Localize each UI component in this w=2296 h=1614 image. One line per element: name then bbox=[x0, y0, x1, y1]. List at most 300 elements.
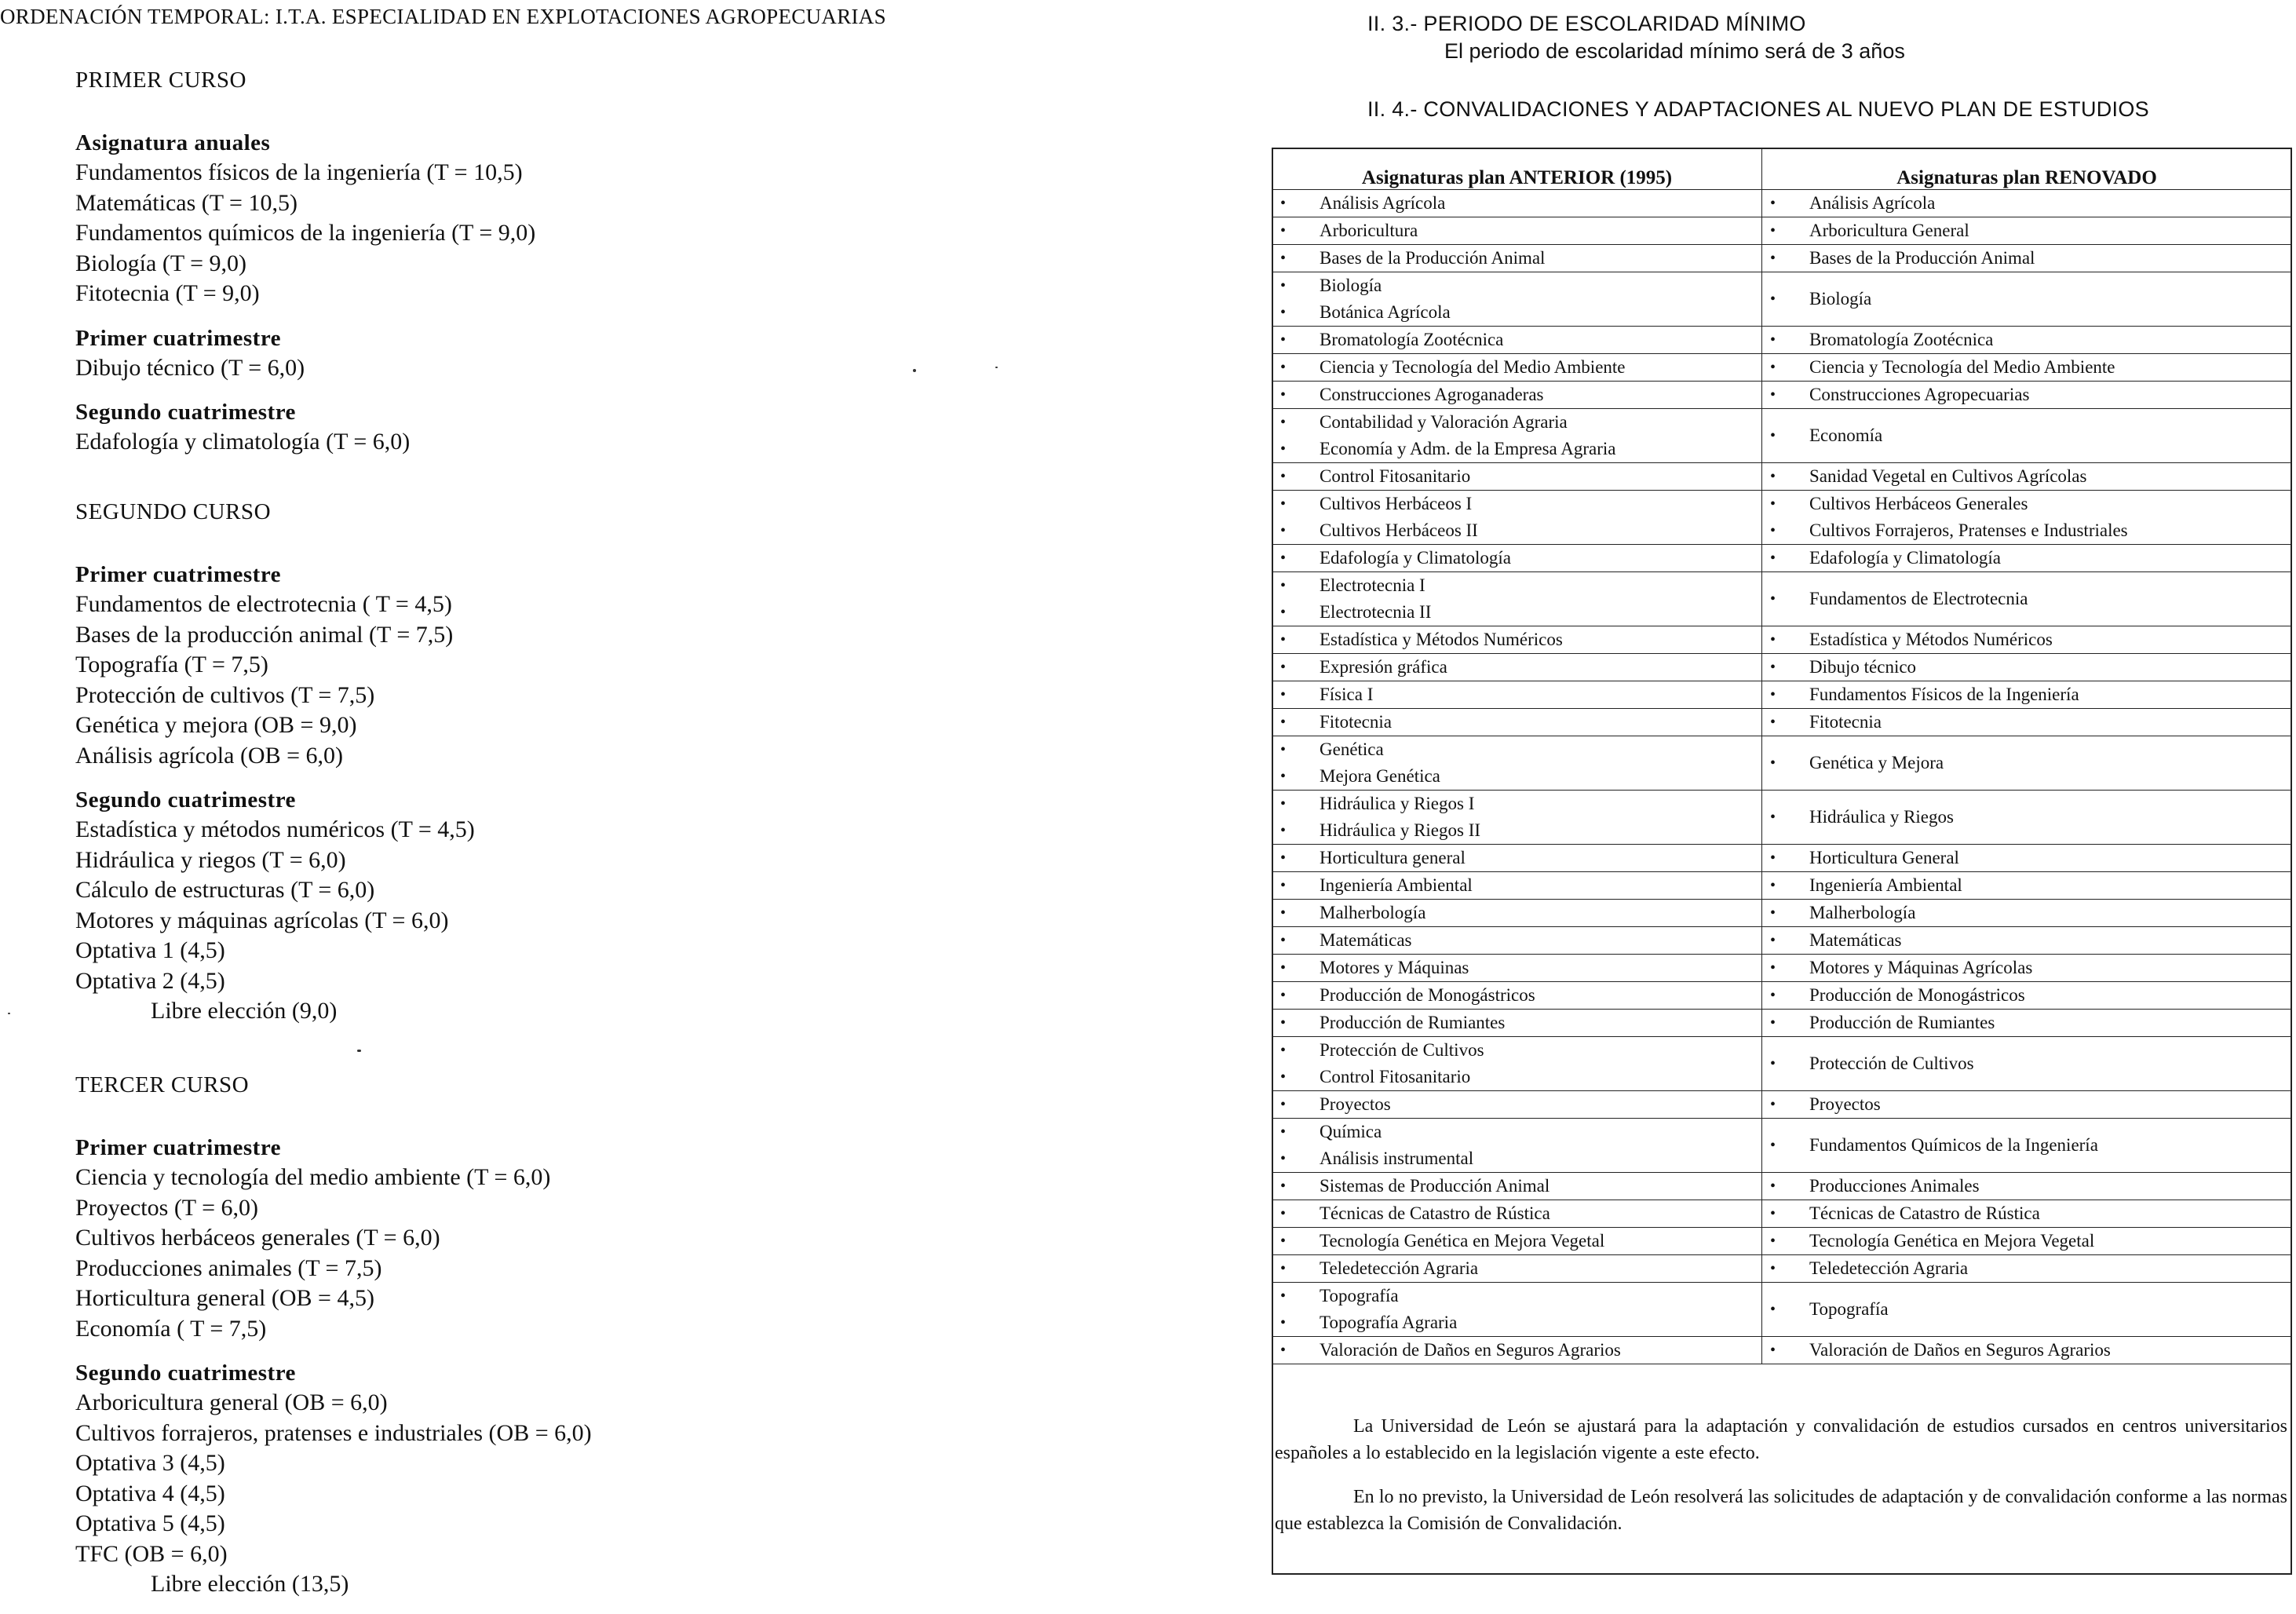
table-row bbox=[1272, 845, 2292, 872]
table-row bbox=[1272, 1255, 2292, 1283]
old-subject-cell bbox=[1272, 491, 1762, 545]
bullet-icon: • bbox=[1770, 590, 1776, 608]
new-subject-cell bbox=[1762, 845, 2292, 872]
subject-item: Edafología y climatología (T = 6,0) bbox=[75, 429, 411, 455]
subject-name: Horticultura General bbox=[1809, 848, 1959, 867]
subject-item: Biología (T = 9,0) bbox=[75, 250, 247, 276]
subject-item: Optativa 4 (4,5) bbox=[75, 1480, 225, 1506]
table-row bbox=[1272, 1010, 2292, 1037]
new-subject-cell bbox=[1762, 217, 2292, 245]
old-subject-cell bbox=[1272, 1337, 1762, 1364]
table-row bbox=[1272, 681, 2292, 709]
new-subject-cell bbox=[1762, 1091, 2292, 1119]
new-subject-cell bbox=[1762, 1200, 2292, 1228]
table-row bbox=[1272, 272, 2292, 327]
old-subject-cell bbox=[1272, 1119, 1762, 1173]
old-subject-cell bbox=[1272, 982, 1762, 1010]
subject-name: Biología bbox=[1809, 289, 1872, 309]
subject-line bbox=[1277, 626, 1757, 653]
subject-name: Protección de Cultivos bbox=[1320, 1040, 1484, 1060]
subject-line bbox=[1767, 1050, 2287, 1077]
old-subject-cell bbox=[1272, 409, 1762, 463]
subject-line bbox=[1277, 955, 1757, 981]
old-subject-cell bbox=[1272, 1228, 1762, 1255]
subject-name: Genética bbox=[1320, 739, 1384, 759]
course-heading: TERCER CURSO bbox=[75, 1072, 250, 1097]
semester-heading: Segundo cuatrimestre bbox=[75, 400, 296, 425]
subject-line bbox=[1277, 190, 1757, 217]
table-row bbox=[1272, 626, 2292, 654]
subject-line bbox=[1767, 1132, 2287, 1159]
old-subject-cell bbox=[1272, 1200, 1762, 1228]
old-subject-cell bbox=[1272, 354, 1762, 382]
bullet-icon: • bbox=[1280, 904, 1287, 922]
right-page bbox=[1256, 0, 2296, 1602]
bullet-icon: • bbox=[1280, 331, 1287, 349]
bullet-icon: • bbox=[1770, 550, 1776, 567]
bullet-icon: • bbox=[1770, 659, 1776, 676]
subject-name: Control Fitosanitario bbox=[1320, 1067, 1471, 1086]
bullet-icon: • bbox=[1770, 1055, 1776, 1072]
bullet-icon: • bbox=[1770, 631, 1776, 648]
old-subject-cell bbox=[1272, 382, 1762, 409]
subject-line bbox=[1277, 245, 1757, 272]
bullet-icon: • bbox=[1770, 1342, 1776, 1359]
table-row bbox=[1272, 736, 2292, 791]
bullet-icon: • bbox=[1770, 1137, 1776, 1154]
subject-item: Fundamentos de electrotecnia ( T = 4,5) bbox=[75, 591, 452, 617]
section-3-title: II. 3.- PERIODO DE ESCOLARIDAD MÍNIMO bbox=[1367, 12, 1806, 35]
subject-line bbox=[1767, 354, 2287, 381]
subject-line bbox=[1767, 327, 2287, 353]
subject-line bbox=[1277, 1255, 1757, 1282]
old-subject-cell bbox=[1272, 681, 1762, 709]
bullet-icon: • bbox=[1280, 250, 1287, 267]
new-subject-cell bbox=[1762, 1283, 2292, 1337]
new-subject-cell bbox=[1762, 872, 2292, 900]
semester-group bbox=[75, 1133, 592, 1344]
subject-line bbox=[1277, 272, 1757, 299]
subject-line bbox=[1277, 982, 1757, 1009]
subject-line bbox=[1767, 1091, 2287, 1118]
old-subject-cell bbox=[1272, 1091, 1762, 1119]
bullet-icon: • bbox=[1280, 577, 1287, 594]
bullet-icon: • bbox=[1770, 1232, 1776, 1250]
bullet-icon: • bbox=[1770, 522, 1776, 539]
bullet-icon: • bbox=[1770, 1014, 1776, 1032]
subject-line bbox=[1277, 436, 1757, 462]
bullet-icon: • bbox=[1770, 877, 1776, 894]
old-subject-cell bbox=[1272, 1255, 1762, 1283]
subject-item: Cálculo de estructuras (T = 6,0) bbox=[75, 877, 375, 903]
old-subject-cell bbox=[1272, 1283, 1762, 1337]
subject-name: Bromatología Zootécnica bbox=[1809, 330, 1994, 349]
subject-name: Horticultura general bbox=[1320, 848, 1466, 867]
old-subject-cell bbox=[1272, 1037, 1762, 1091]
new-subject-cell bbox=[1762, 709, 2292, 736]
bullet-icon: • bbox=[1280, 741, 1287, 758]
table-row bbox=[1272, 1119, 2292, 1173]
new-subject-cell bbox=[1762, 736, 2292, 791]
bullet-icon: • bbox=[1280, 686, 1287, 703]
bullet-icon: • bbox=[1280, 304, 1287, 321]
table-row bbox=[1272, 354, 2292, 382]
subject-name: Cultivos Herbáceos II bbox=[1320, 520, 1478, 540]
column-header-new: Asignaturas plan RENOVADO bbox=[1762, 148, 2292, 190]
bullet-icon: • bbox=[1280, 522, 1287, 539]
subject-name: Contabilidad y Valoración Agraria bbox=[1320, 412, 1568, 432]
bullet-icon: • bbox=[1770, 359, 1776, 376]
subject-item: Topografía (T = 7,5) bbox=[75, 652, 268, 677]
subject-name: Bases de la Producción Animal bbox=[1320, 248, 1546, 268]
subject-name: Dibujo técnico bbox=[1809, 657, 1917, 677]
subject-name: Bases de la Producción Animal bbox=[1809, 248, 2035, 268]
old-subject-cell bbox=[1272, 217, 1762, 245]
new-subject-cell bbox=[1762, 681, 2292, 709]
old-subject-cell bbox=[1272, 845, 1762, 872]
subject-line bbox=[1767, 1010, 2287, 1036]
subject-line bbox=[1767, 190, 2287, 217]
free-choice-item: Libre elección (9,0) bbox=[151, 998, 338, 1024]
table-row bbox=[1272, 245, 2292, 272]
old-subject-cell bbox=[1272, 955, 1762, 982]
bullet-icon: • bbox=[1280, 277, 1287, 294]
subject-name: Tecnología Genética en Mejora Vegetal bbox=[1809, 1231, 2095, 1251]
subject-item: Estadística y métodos numéricos (T = 4,5) bbox=[75, 816, 475, 842]
subject-line bbox=[1277, 572, 1757, 599]
column-header-old: Asignaturas plan ANTERIOR (1995) bbox=[1272, 148, 1762, 190]
bullet-icon: • bbox=[1770, 1260, 1776, 1277]
new-subject-cell bbox=[1762, 1173, 2292, 1200]
subject-name: Cultivos Herbáceos I bbox=[1320, 494, 1473, 513]
bullet-icon: • bbox=[1280, 631, 1287, 648]
subject-name: Técnicas de Catastro de Rústica bbox=[1809, 1203, 2040, 1223]
subject-item: Fundamentos físicos de la ingeniería (T = 10,5) bbox=[75, 159, 523, 185]
subject-name: Fitotecnia bbox=[1320, 712, 1392, 732]
subject-name: Teledetección Agraria bbox=[1320, 1258, 1479, 1278]
table-row bbox=[1272, 1037, 2292, 1091]
subject-line bbox=[1277, 763, 1757, 790]
subject-line bbox=[1767, 955, 2287, 981]
subject-line bbox=[1277, 1337, 1757, 1364]
subject-name: Ingeniería Ambiental bbox=[1809, 875, 1962, 895]
subject-name: Proyectos bbox=[1320, 1094, 1391, 1114]
subject-line bbox=[1277, 545, 1757, 571]
bullet-icon: • bbox=[1280, 1123, 1287, 1141]
bullet-icon: • bbox=[1280, 1178, 1287, 1195]
bullet-icon: • bbox=[1280, 822, 1287, 839]
bullet-icon: • bbox=[1770, 714, 1776, 731]
bullet-icon: • bbox=[1280, 1260, 1287, 1277]
old-subject-cell bbox=[1272, 626, 1762, 654]
subject-name: Edafología y Climatología bbox=[1320, 548, 1512, 568]
subject-item: Hidráulica y riegos (T = 6,0) bbox=[75, 846, 346, 873]
scan-speck bbox=[913, 369, 916, 372]
bullet-icon: • bbox=[1770, 1178, 1776, 1195]
new-subject-cell bbox=[1762, 572, 2292, 626]
bullet-icon: • bbox=[1770, 427, 1776, 444]
subject-line bbox=[1277, 900, 1757, 926]
bullet-icon: • bbox=[1280, 195, 1287, 212]
subject-name: Sanidad Vegetal en Cultivos Agrícolas bbox=[1809, 466, 2087, 486]
section-4-title: II. 4.- CONVALIDACIONES Y ADAPTACIONES AL NUEVO PLAN DE ESTUDIOS bbox=[1367, 97, 2149, 121]
table-body bbox=[1272, 190, 2292, 1364]
table-row bbox=[1272, 409, 2292, 463]
subject-line bbox=[1277, 599, 1757, 626]
subject-line bbox=[1277, 1200, 1757, 1227]
subject-name: Biología bbox=[1320, 276, 1382, 295]
semester-heading: Primer cuatrimestre bbox=[75, 325, 282, 351]
new-subject-cell bbox=[1762, 409, 2292, 463]
subject-line bbox=[1277, 217, 1757, 244]
semester-heading: Segundo cuatrimestre bbox=[75, 787, 296, 812]
table-row bbox=[1272, 872, 2292, 900]
bullet-icon: • bbox=[1280, 222, 1287, 239]
bullet-icon: • bbox=[1280, 468, 1287, 485]
new-subject-cell bbox=[1762, 190, 2292, 217]
subject-name: Ciencia y Tecnología del Medio Ambiente bbox=[1320, 357, 1626, 377]
section-3-text: El periodo de escolaridad mínimo será de 3 años bbox=[1444, 39, 1905, 63]
subject-line bbox=[1767, 626, 2287, 653]
subject-line bbox=[1277, 409, 1757, 436]
scan-speck bbox=[995, 367, 998, 368]
course-heading: SEGUNDO CURSO bbox=[75, 499, 272, 524]
table-row bbox=[1272, 1200, 2292, 1228]
new-subject-cell bbox=[1762, 1010, 2292, 1037]
bullet-icon: • bbox=[1770, 468, 1776, 485]
new-subject-cell bbox=[1762, 982, 2292, 1010]
table-row bbox=[1272, 1091, 2292, 1119]
subject-line bbox=[1277, 681, 1757, 708]
old-subject-cell bbox=[1272, 545, 1762, 572]
subject-line bbox=[1277, 654, 1757, 681]
scan-speck bbox=[8, 1013, 10, 1014]
subject-name: Malherbología bbox=[1809, 903, 1916, 922]
bullet-icon: • bbox=[1280, 414, 1287, 431]
old-subject-cell bbox=[1272, 190, 1762, 217]
subject-item: Genética y mejora (OB = 9,0) bbox=[75, 712, 357, 738]
bullet-icon: • bbox=[1280, 604, 1287, 621]
bullet-icon: • bbox=[1280, 959, 1287, 977]
subject-name: Matemáticas bbox=[1320, 930, 1412, 950]
semester-heading: Primer cuatrimestre bbox=[75, 1135, 282, 1160]
new-subject-cell bbox=[1762, 791, 2292, 845]
subject-name: Producciones Animales bbox=[1809, 1176, 1980, 1196]
subject-line bbox=[1767, 845, 2287, 871]
subject-line bbox=[1767, 681, 2287, 708]
subject-line bbox=[1767, 463, 2287, 490]
subject-line bbox=[1277, 1091, 1757, 1118]
bullet-icon: • bbox=[1280, 849, 1287, 867]
old-subject-cell bbox=[1272, 1173, 1762, 1200]
bullet-icon: • bbox=[1770, 290, 1776, 308]
bullet-icon: • bbox=[1280, 1342, 1287, 1359]
semester-group bbox=[75, 323, 535, 384]
bullet-icon: • bbox=[1770, 1096, 1776, 1113]
note-paragraph: La Universidad de León se ajustará para la adaptación y convalidación de estudios cursados en centros universitarios españoles a lo establecido en la legislación vigente a este efecto. bbox=[1275, 1416, 2287, 1463]
bullet-icon: • bbox=[1770, 195, 1776, 212]
bullet-icon: • bbox=[1770, 250, 1776, 267]
subject-name: Análisis instrumental bbox=[1320, 1148, 1474, 1168]
subject-line bbox=[1767, 1296, 2287, 1323]
old-subject-cell bbox=[1272, 709, 1762, 736]
subject-line bbox=[1767, 1337, 2287, 1364]
subject-item: Análisis agrícola (OB = 6,0) bbox=[75, 742, 344, 769]
subject-item: Matemáticas (T = 10,5) bbox=[75, 189, 297, 216]
subject-name: Fundamentos Físicos de la Ingeniería bbox=[1809, 685, 2079, 704]
subject-name: Tecnología Genética en Mejora Vegetal bbox=[1320, 1231, 1605, 1251]
subject-line bbox=[1767, 382, 2287, 408]
subject-name: Topografía Agraria bbox=[1320, 1313, 1458, 1332]
subject-name: Bromatología Zootécnica bbox=[1320, 330, 1504, 349]
table-row bbox=[1272, 491, 2292, 545]
table-row bbox=[1272, 900, 2292, 927]
subject-line bbox=[1767, 422, 2287, 449]
subject-line bbox=[1767, 709, 2287, 736]
new-subject-cell bbox=[1762, 545, 2292, 572]
new-subject-cell bbox=[1762, 654, 2292, 681]
subject-line bbox=[1767, 927, 2287, 954]
subject-item: Optativa 2 (4,5) bbox=[75, 967, 225, 994]
new-subject-cell bbox=[1762, 1228, 2292, 1255]
new-subject-cell bbox=[1762, 900, 2292, 927]
subject-line bbox=[1767, 217, 2287, 244]
new-subject-cell bbox=[1762, 327, 2292, 354]
bullet-icon: • bbox=[1280, 795, 1287, 812]
notes bbox=[1275, 1413, 2287, 1554]
subject-name: Topografía bbox=[1809, 1299, 1889, 1319]
subject-line bbox=[1277, 1037, 1757, 1064]
bullet-icon: • bbox=[1280, 932, 1287, 949]
subject-name: Fundamentos Químicos de la Ingeniería bbox=[1809, 1135, 2098, 1155]
subject-line bbox=[1277, 1064, 1757, 1090]
old-subject-cell bbox=[1272, 927, 1762, 955]
old-subject-cell bbox=[1272, 1010, 1762, 1037]
subject-line bbox=[1277, 709, 1757, 736]
bullet-icon: • bbox=[1770, 809, 1776, 826]
subject-line bbox=[1277, 1119, 1757, 1145]
subject-name: Cultivos Forrajeros, Pratenses e Industriales bbox=[1809, 520, 2128, 540]
semester-heading: Asignatura anuales bbox=[75, 130, 271, 155]
subject-name: Motores y Máquinas bbox=[1320, 958, 1469, 977]
subject-line bbox=[1277, 1283, 1757, 1309]
subject-item: Optativa 1 (4,5) bbox=[75, 937, 225, 963]
subject-line bbox=[1277, 1228, 1757, 1254]
bullet-icon: • bbox=[1280, 987, 1287, 1004]
subject-name: Cultivos Herbáceos Generales bbox=[1809, 494, 2028, 513]
subject-line bbox=[1277, 517, 1757, 544]
subject-line bbox=[1277, 327, 1757, 353]
old-subject-cell bbox=[1272, 245, 1762, 272]
subject-item: Dibujo técnico (T = 6,0) bbox=[75, 354, 305, 381]
subject-line bbox=[1277, 382, 1757, 408]
subject-name: Estadística y Métodos Numéricos bbox=[1809, 630, 2053, 649]
subject-name: Construcciones Agropecuarias bbox=[1809, 385, 2030, 404]
table-row bbox=[1272, 327, 2292, 354]
subject-line bbox=[1277, 491, 1757, 517]
subject-line bbox=[1767, 491, 2287, 517]
subject-name: Expresión gráfica bbox=[1320, 657, 1447, 677]
subject-line bbox=[1767, 654, 2287, 681]
table-row bbox=[1272, 955, 2292, 982]
subject-item: Cultivos forrajeros, pratenses e industriales (OB = 6,0) bbox=[75, 1419, 592, 1446]
subject-line bbox=[1277, 817, 1757, 844]
subject-line bbox=[1767, 982, 2287, 1009]
old-subject-cell bbox=[1272, 572, 1762, 626]
bullet-icon: • bbox=[1770, 1301, 1776, 1318]
bullet-icon: • bbox=[1770, 754, 1776, 772]
subject-line bbox=[1277, 872, 1757, 899]
new-subject-cell bbox=[1762, 1255, 2292, 1283]
new-subject-cell bbox=[1762, 354, 2292, 382]
old-subject-cell bbox=[1272, 272, 1762, 327]
bullet-icon: • bbox=[1770, 849, 1776, 867]
subject-item: Fundamentos químicos de la ingeniería (T = 9,0) bbox=[75, 220, 536, 246]
subject-name: Valoración de Daños en Seguros Agrarios bbox=[1320, 1340, 1621, 1360]
semester-heading: Segundo cuatrimestre bbox=[75, 1360, 296, 1386]
table-row bbox=[1272, 1228, 2292, 1255]
subject-name: Producción de Monogástricos bbox=[1320, 985, 1535, 1005]
new-subject-cell bbox=[1762, 1337, 2292, 1364]
course-tercer bbox=[75, 1072, 592, 1614]
note-paragraph: En lo no previsto, la Universidad de León resolverá las solicitudes de adaptación y de convalidación conforme a las normas que establezca la Comisión de Convalidación. bbox=[1275, 1487, 2287, 1534]
bullet-icon: • bbox=[1280, 1042, 1287, 1059]
subject-name: Ciencia y Tecnología del Medio Ambiente bbox=[1809, 357, 2115, 377]
bullet-icon: • bbox=[1280, 1068, 1287, 1086]
bullet-icon: • bbox=[1770, 987, 1776, 1004]
bullet-icon: • bbox=[1280, 1014, 1287, 1032]
table-header-row bbox=[1272, 148, 2292, 190]
new-subject-cell bbox=[1762, 245, 2292, 272]
old-subject-cell bbox=[1272, 872, 1762, 900]
subject-line bbox=[1767, 545, 2287, 571]
bullet-icon: • bbox=[1770, 959, 1776, 977]
subject-item: Optativa 3 (4,5) bbox=[75, 1450, 225, 1476]
new-subject-cell bbox=[1762, 1119, 2292, 1173]
table-row bbox=[1272, 190, 2292, 217]
subject-line bbox=[1767, 1200, 2287, 1227]
new-subject-cell bbox=[1762, 382, 2292, 409]
subject-name: Economía bbox=[1809, 425, 1883, 445]
free-choice-item: Libre elección (13,5) bbox=[151, 1571, 349, 1597]
course-heading: PRIMER CURSO bbox=[75, 68, 246, 93]
bullet-icon: • bbox=[1280, 550, 1287, 567]
subject-name: Motores y Máquinas Agrícolas bbox=[1809, 958, 2033, 977]
bullet-icon: • bbox=[1280, 495, 1287, 513]
bullet-icon: • bbox=[1280, 1205, 1287, 1222]
subject-name: Protección de Cultivos bbox=[1809, 1053, 1974, 1073]
subject-line bbox=[1767, 1255, 2287, 1282]
bullet-icon: • bbox=[1280, 877, 1287, 894]
semester-group bbox=[75, 397, 535, 458]
subject-name: Producción de Rumiantes bbox=[1809, 1013, 1995, 1032]
bullet-icon: • bbox=[1770, 331, 1776, 349]
semester-group bbox=[75, 560, 475, 771]
subject-line bbox=[1767, 804, 2287, 831]
table-row bbox=[1272, 463, 2292, 491]
course-segundo bbox=[75, 499, 475, 1041]
subject-name: Genética y Mejora bbox=[1809, 753, 1944, 772]
subject-line bbox=[1767, 245, 2287, 272]
subject-line bbox=[1277, 1173, 1757, 1200]
bullet-icon: • bbox=[1280, 659, 1287, 676]
subject-line bbox=[1767, 286, 2287, 312]
subject-name: Hidráulica y Riegos bbox=[1809, 807, 1954, 827]
subject-name: Matemáticas bbox=[1809, 930, 1902, 950]
new-subject-cell bbox=[1762, 463, 2292, 491]
subject-name: Valoración de Daños en Seguros Agrarios bbox=[1809, 1340, 2111, 1360]
bullet-icon: • bbox=[1770, 1205, 1776, 1222]
